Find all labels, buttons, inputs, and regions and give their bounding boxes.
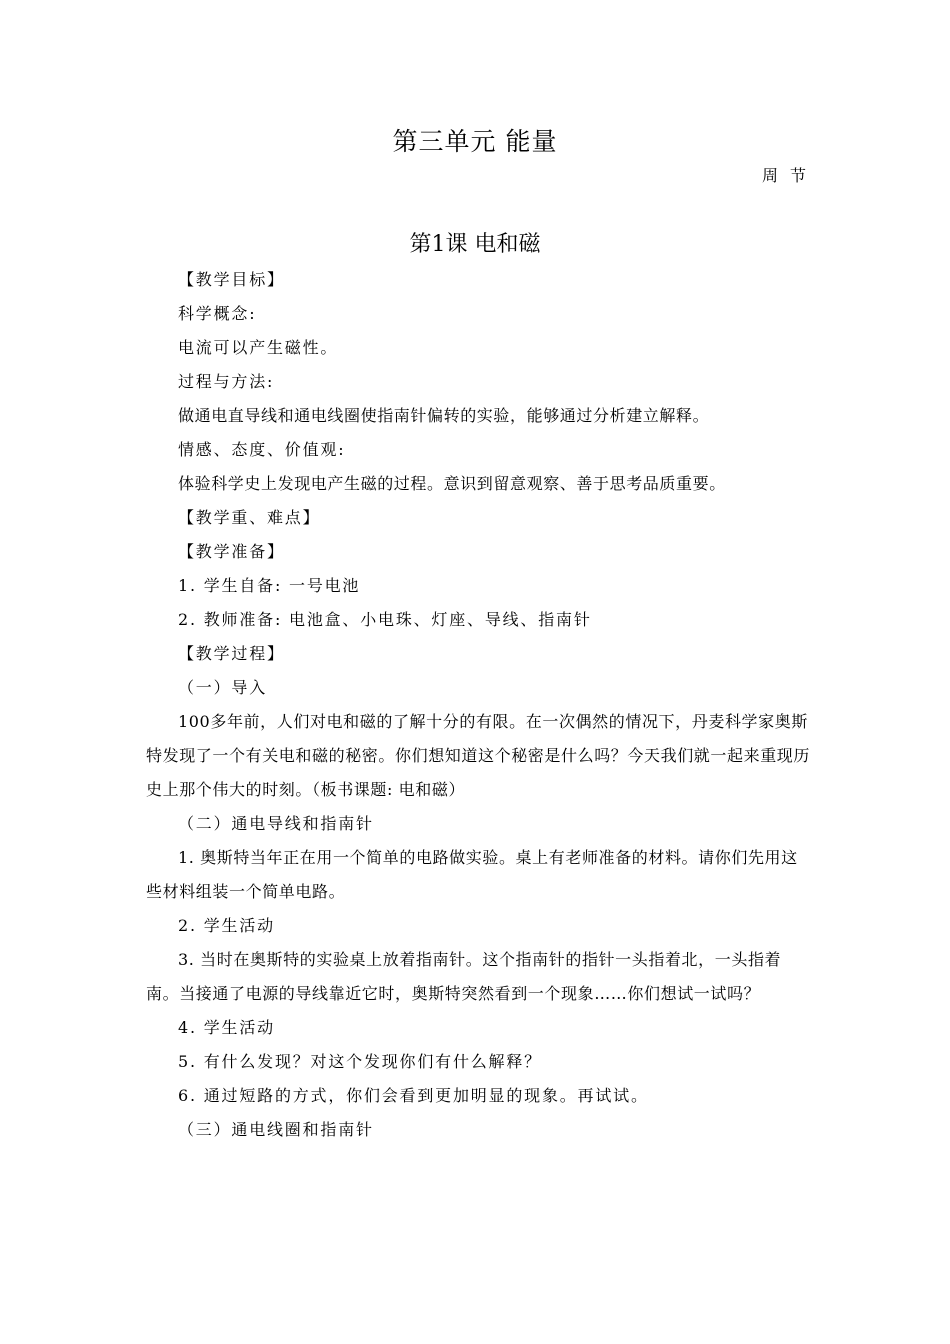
lesson-title: 第1课 电和磁 xyxy=(409,232,541,257)
section-three-heading: （三）通电线圈和指南针 xyxy=(178,1120,374,1139)
step-4: 4. 学生活动 xyxy=(178,1018,275,1037)
label-process-method: 过程与方法: xyxy=(178,372,275,391)
unit-title: 第三单元 能量 xyxy=(392,127,558,156)
label-science-concept: 科学概念: xyxy=(178,304,257,323)
step-2: 2. 学生活动 xyxy=(178,916,275,935)
step-6: 6. 通过短路的方式，你们会看到更加明显的现象。再试试。 xyxy=(178,1086,649,1105)
prep-item-student: 1. 学生自备: 一号电池 xyxy=(178,576,361,595)
prep-item-teacher: 2. 教师准备: 电池盒、小电珠、灯座、导线、指南针 xyxy=(178,610,592,629)
text-process-method: 做通电直导线和通电线圈使指南针偏转的实验，能够通过分析建立解释。 xyxy=(178,406,710,425)
step-5: 5. 有什么发现？对这个发现你们有什么解释？ xyxy=(178,1052,542,1071)
step-3: 3. 当时在奥斯特的实验桌上放着指南针。这个指南针的指针一头指着北，一头指着南。当接通了电源的导线靠近它时，奥斯特突然看到一个现象……你们想试一试吗？ xyxy=(146,950,782,1003)
heading-teaching-process: 【教学过程】 xyxy=(178,644,285,663)
heading-key-points: 【教学重、难点】 xyxy=(178,508,321,527)
label-emotion-attitude: 情感、态度、价值观: xyxy=(178,440,346,459)
text-science-concept: 电流可以产生磁性。 xyxy=(178,338,339,357)
section-one-heading: （一）导入 xyxy=(178,678,268,697)
text-emotion-attitude: 体验科学史上发现电产生磁的过程。意识到留意观察、善于思考品质重要。 xyxy=(178,474,726,493)
heading-teaching-goals: 【教学目标】 xyxy=(178,270,285,289)
step-1: 1. 奥斯特当年正在用一个简单的电路做实验。桌上有老师准备的材料。请你们先用这些材料组装一个简单电路。 xyxy=(146,848,798,901)
heading-preparation: 【教学准备】 xyxy=(178,542,285,561)
lesson-body xyxy=(146,263,810,1147)
intro-paragraph: 100多年前，人们对电和磁的了解十分的有限。在一次偶然的情况下，丹麦科学家奥斯特发现了一个有关电和磁的秘密。你们想知道这个秘密是什么吗？今天我们就一起来重现历史上那个伟大的时刻。（板书课题: 电和磁） xyxy=(146,712,811,799)
week-label: 周节 xyxy=(762,166,819,185)
section-two-heading: （二）通电导线和指南针 xyxy=(178,814,374,833)
